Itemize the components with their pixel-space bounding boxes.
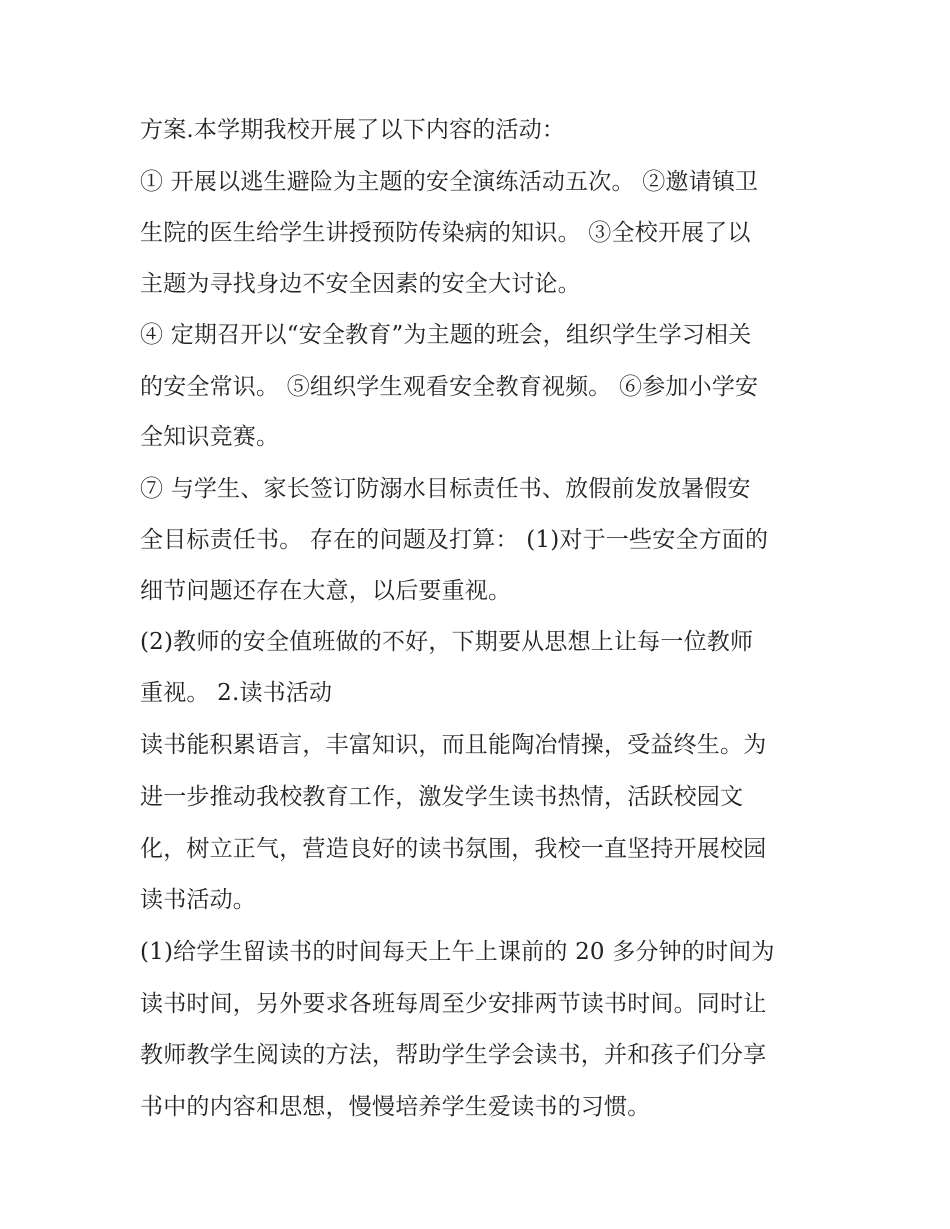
text-line: ⑦ 与学生、家长签订防溺水目标责任书、放假前发放暑假安 (140, 476, 751, 502)
text-line: (1)给学生留读书的时间每天上午上课前的 20 多分钟的时间为 (140, 939, 775, 965)
text-line: 主题为寻找身边不安全因素的安全大讨论。 (140, 271, 581, 297)
text-line: 进一步推动我校教育工作，激发学生读书热情，活跃校园文 (140, 784, 744, 810)
text-line: 生院的医生给学生讲授预防传染病的知识。 ③全校开展了以 (140, 220, 751, 246)
text-line: 细节问题还存在大意，以后要重视。 (140, 578, 512, 604)
text-line: 方案.本学期我校开展了以下内容的活动： (140, 117, 566, 143)
text-line: 全知识竞赛。 (140, 424, 280, 450)
text-line: 教师教学生阅读的方法，帮助学生学会读书，并和孩子们分享 (140, 1042, 767, 1068)
text-line: (2)教师的安全值班做的不好，下期要从思想上让每一位教师 (140, 629, 754, 655)
text-line: 读书活动。 (140, 887, 256, 913)
text-line: 全目标责任书。 存在的问题及打算： (1)对于一些安全方面的 (140, 527, 769, 553)
text-line: ④ 定期召开以“安全教育”为主题的班会，组织学生学习相关 (140, 322, 752, 348)
text-line: 重视。 2.读书活动 (140, 680, 333, 706)
text-line: 的安全常识。 ⑤组织学生观看安全教育视频。 ⑥参加小学安 (140, 374, 759, 400)
text-line: 读书时间，另外要求各班每周至少安排两节读书时间。同时让 (140, 991, 767, 1017)
text-line: 书中的内容和思想，慢慢培养学生爱读书的习惯。 (140, 1094, 651, 1120)
text-line: ① 开展以逃生避险为主题的安全演练活动五次。 ②邀请镇卫 (140, 169, 759, 195)
text-line: 化，树立正气，营造良好的读书氛围，我校一直坚持开展校园 (140, 836, 767, 862)
text-line: 读书能积累语言，丰富知识，而且能陶冶情操，受益终生。为 (140, 732, 767, 758)
